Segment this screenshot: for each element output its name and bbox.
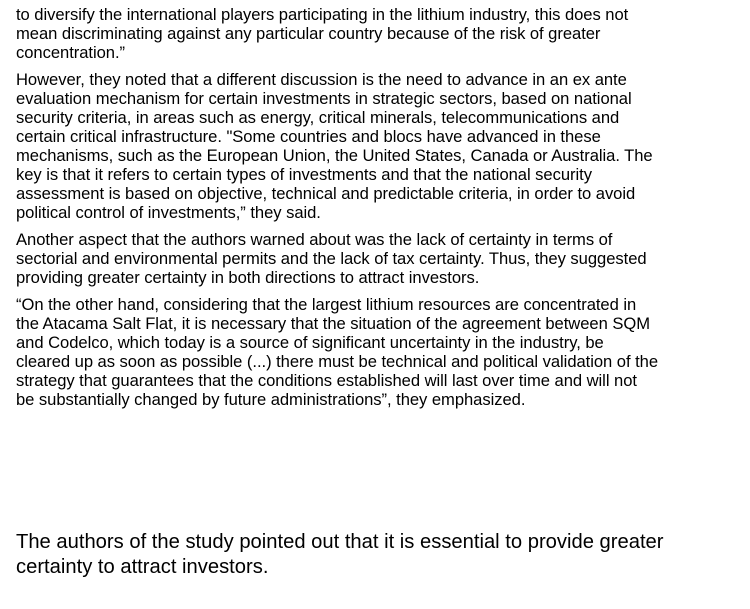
article-paragraph: However, they noted that a different discussion is the need to advance in an ex ante evaluation mechanism for certain investments in strategic sectors, based on national security criteria, in areas such as energy, critical minerals, telecommunications and certain critical infrastructure. "Some countries and blocs have advanced in these mechanisms, such as the European Union, the United States, Canada or Australia. The key is that it refers to certain types of investments and that the national security assessment is based on objective, technical and predictable criteria, in order to avoid political control of investments,” they said. [16, 70, 653, 222]
article-paragraph: “On the other hand, considering that the largest lithium resources are concentrated in the Atacama Salt Flat, it is necessary that the situation of the agreement between SQM and Codelco, which today is a source of significant uncertainty in the industry, be cleared up as soon as possible (...) there must be technical and political validation of the strategy that guarantees that the conditions established will last over time and will not be substantially changed by future administrations”, they emphasized. [16, 295, 659, 409]
article-paragraph: Another aspect that the authors warned about was the lack of certainty in terms of sectorial and environmental permits and the lack of tax certainty. Thus, they suggested providing greater certainty in both directions to attract investors. [16, 230, 647, 287]
summary-caption: The authors of the study pointed out that it is essential to provide greater certainty to attract investors. [16, 531, 664, 578]
article-paragraph: to diversify the international players participating in the lithium industry, this does not mean discriminating against any particular country because of the risk of greater concentration.” [16, 5, 629, 62]
article-body [16, 5, 738, 417]
